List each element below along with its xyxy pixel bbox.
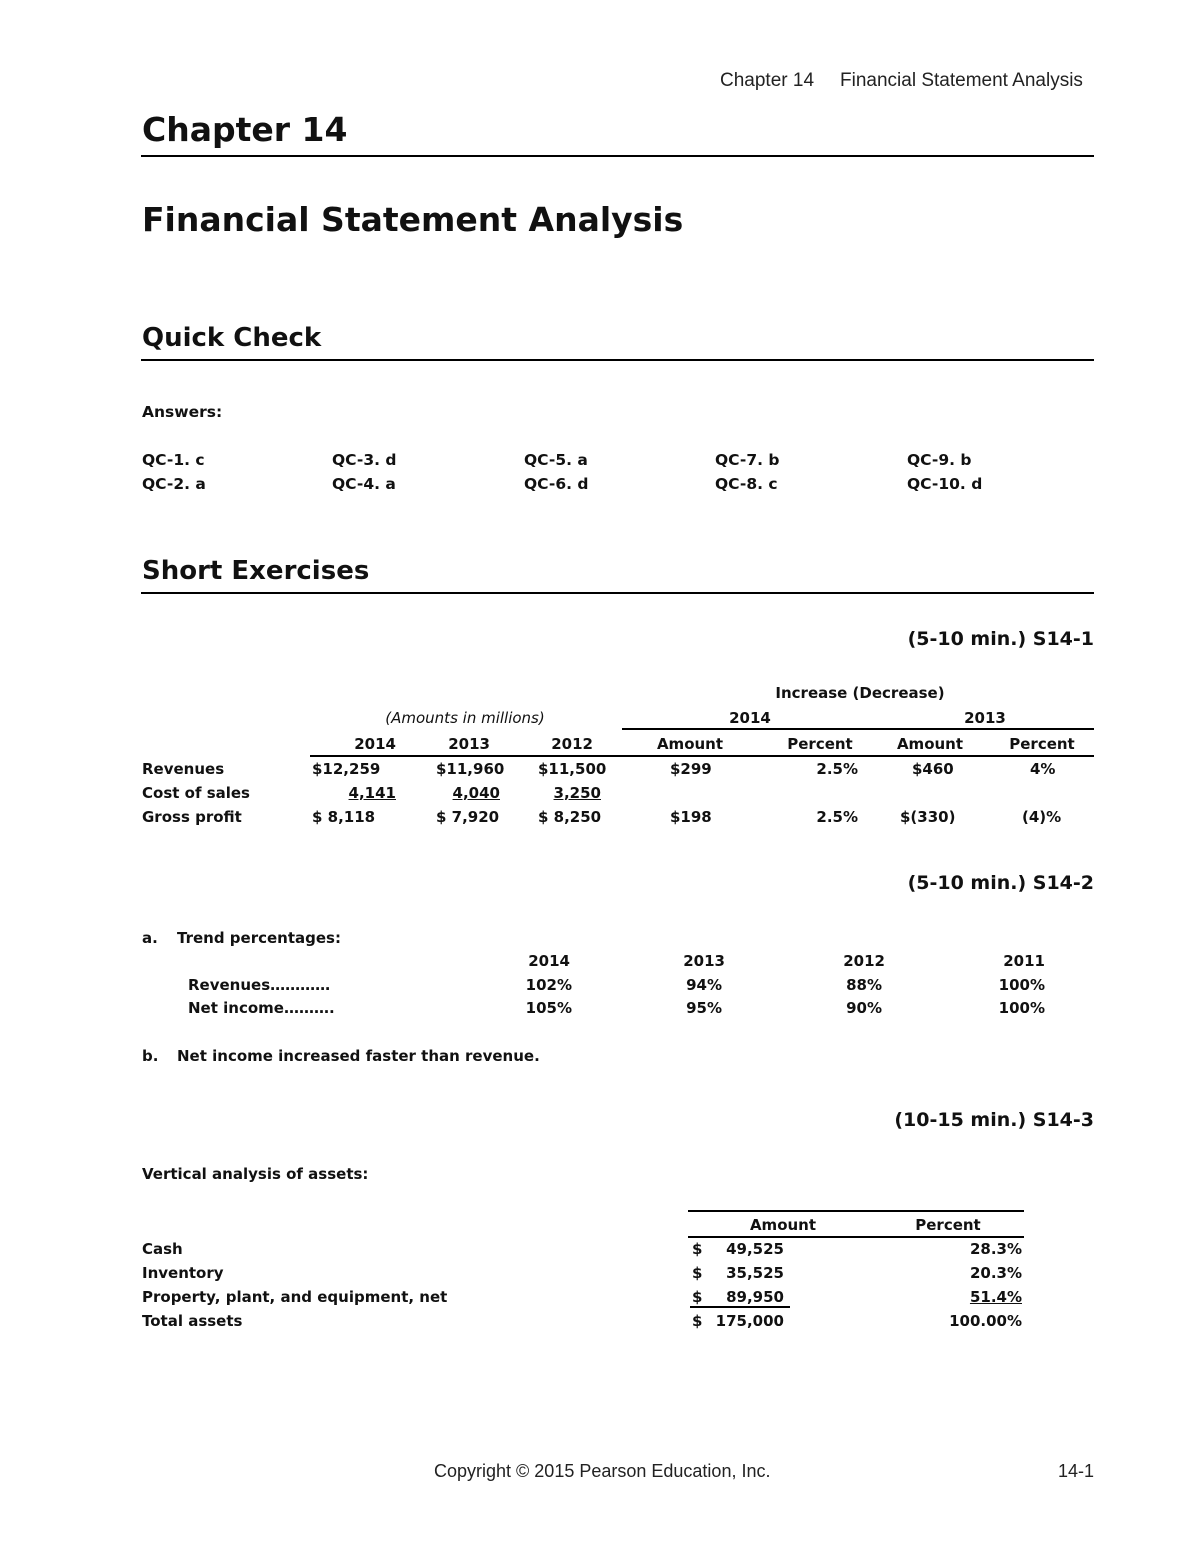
trend-cell: 105%: [525, 999, 572, 1017]
asset-percent: 20.3%: [969, 1264, 1022, 1282]
row-label: Revenues: [142, 760, 225, 778]
table-cell: $ 8,118: [312, 808, 376, 826]
trend-row-label: Revenues…………: [188, 976, 331, 994]
asset-row-label: Cash: [142, 1240, 183, 1258]
copyright-notice: Copyright © 2015 Pearson Education, Inc.: [434, 1461, 771, 1481]
quick-check-rule: [141, 359, 1094, 361]
col-header: Amount: [656, 735, 724, 753]
short-exercises-heading: Short Exercises: [142, 556, 370, 586]
s14-1-tag: (5-10 min.) S14-1: [907, 628, 1094, 650]
trend-cell: 95%: [686, 999, 722, 1017]
table-cell: $198: [670, 808, 712, 826]
assets-col-header: Amount: [749, 1216, 817, 1234]
answer-item: QC-7. b: [715, 451, 780, 469]
increase-decrease-label: Increase (Decrease): [775, 684, 945, 702]
page-number: 14-1: [1058, 1461, 1095, 1481]
table-cell: $12,259: [312, 760, 381, 778]
trend-year: 2011: [1003, 952, 1045, 970]
increase-year-2013: 2013: [964, 709, 1006, 727]
item-marker-a: a.: [142, 929, 158, 947]
s14-3-tag: (10-15 min.) S14-3: [894, 1109, 1094, 1131]
assets-col-header: Percent: [915, 1216, 981, 1234]
row-label: Gross profit: [142, 808, 242, 826]
table-cell: (4)%: [1022, 808, 1062, 826]
trend-year: 2013: [683, 952, 725, 970]
asset-row-label: Total assets: [142, 1312, 243, 1330]
asset-percent: 28.3%: [969, 1240, 1022, 1258]
amounts-in-millions-label: (Amounts in millions): [385, 709, 545, 727]
trend-year: 2012: [843, 952, 885, 970]
asset-amount: 35,525: [726, 1264, 784, 1282]
increase-year-2014: 2014: [729, 709, 771, 727]
answer-item: QC-9. b: [907, 451, 972, 469]
col-header: Amount: [896, 735, 964, 753]
table-cell: $(330): [900, 808, 956, 826]
answer-item: QC-10. d: [907, 475, 983, 493]
table-cell: $11,500: [538, 760, 607, 778]
trend-percentages-label: Trend percentages:: [177, 929, 341, 947]
assets-table-top-rule: [688, 1210, 1024, 1212]
increase-rule: [622, 728, 1094, 730]
dollar-sign: $: [692, 1240, 703, 1258]
trend-cell: 88%: [846, 976, 882, 994]
answer-item: QC-2. a: [142, 475, 206, 493]
running-header-title: Financial Statement Analysis: [840, 70, 1083, 91]
asset-amount: 175,000: [715, 1312, 784, 1330]
table-cell: $ 7,920: [436, 808, 500, 826]
col-header: 2014: [354, 735, 396, 753]
dollar-sign: $: [692, 1312, 703, 1330]
asset-percent: 51.4%: [969, 1288, 1022, 1306]
dollar-sign: $: [692, 1264, 703, 1282]
trend-cell: 94%: [686, 976, 722, 994]
trend-row-label: Net income……….: [188, 999, 335, 1017]
row-label: Cost of sales: [142, 784, 250, 802]
table-cell: 2.5%: [816, 808, 858, 826]
answer-item: QC-6. d: [524, 475, 589, 493]
table-header-rule: [310, 755, 1094, 757]
asset-amount: 49,525: [726, 1240, 784, 1258]
trend-cell: 100%: [998, 999, 1045, 1017]
answer-item: QC-3. d: [332, 451, 397, 469]
vertical-analysis-label: Vertical analysis of assets:: [142, 1165, 369, 1183]
table-cell: 2.5%: [816, 760, 858, 778]
table-cell: $ 8,250: [538, 808, 602, 826]
dollar-sign: $: [692, 1288, 703, 1306]
trend-cell: 100%: [998, 976, 1045, 994]
asset-percent: 100.00%: [949, 1312, 1022, 1330]
short-exercises-rule: [141, 592, 1094, 594]
table-cell: 3,250: [553, 784, 601, 802]
assets-table-header-rule: [688, 1236, 1024, 1238]
table-cell: 4%: [1030, 760, 1056, 778]
answers-label: Answers:: [142, 403, 223, 421]
table-cell: 4,040: [452, 784, 500, 802]
col-header: Percent: [1009, 735, 1075, 753]
asset-row-label: Inventory: [142, 1264, 224, 1282]
item-marker-b: b.: [142, 1047, 159, 1065]
trend-year: 2014: [528, 952, 570, 970]
answer-item: QC-5. a: [524, 451, 588, 469]
trend-cell: 102%: [525, 976, 572, 994]
col-header: 2012: [551, 735, 593, 753]
col-header: Percent: [787, 735, 853, 753]
running-header: [720, 70, 1083, 92]
table-cell: $299: [670, 760, 712, 778]
chapter-rule: [141, 155, 1094, 157]
page-title: Financial Statement Analysis: [142, 200, 684, 239]
col-header: 2013: [448, 735, 490, 753]
s14-2-tag: (5-10 min.) S14-2: [907, 872, 1094, 894]
net-income-statement: Net income increased faster than revenue.: [177, 1047, 540, 1065]
trend-cell: 90%: [846, 999, 882, 1017]
answer-item: QC-8. c: [715, 475, 778, 493]
chapter-heading: Chapter 14: [142, 110, 348, 149]
quick-check-heading: Quick Check: [142, 323, 322, 353]
amount-underline: [690, 1306, 790, 1308]
table-cell: $460: [912, 760, 954, 778]
running-header-chapter: Chapter 14: [720, 70, 815, 91]
table-cell: $11,960: [436, 760, 505, 778]
answer-item: QC-4. a: [332, 475, 396, 493]
asset-row-label: Property, plant, and equipment, net: [142, 1288, 448, 1306]
asset-amount: 89,950: [726, 1288, 784, 1306]
table-cell: 4,141: [348, 784, 396, 802]
answer-item: QC-1. c: [142, 451, 205, 469]
